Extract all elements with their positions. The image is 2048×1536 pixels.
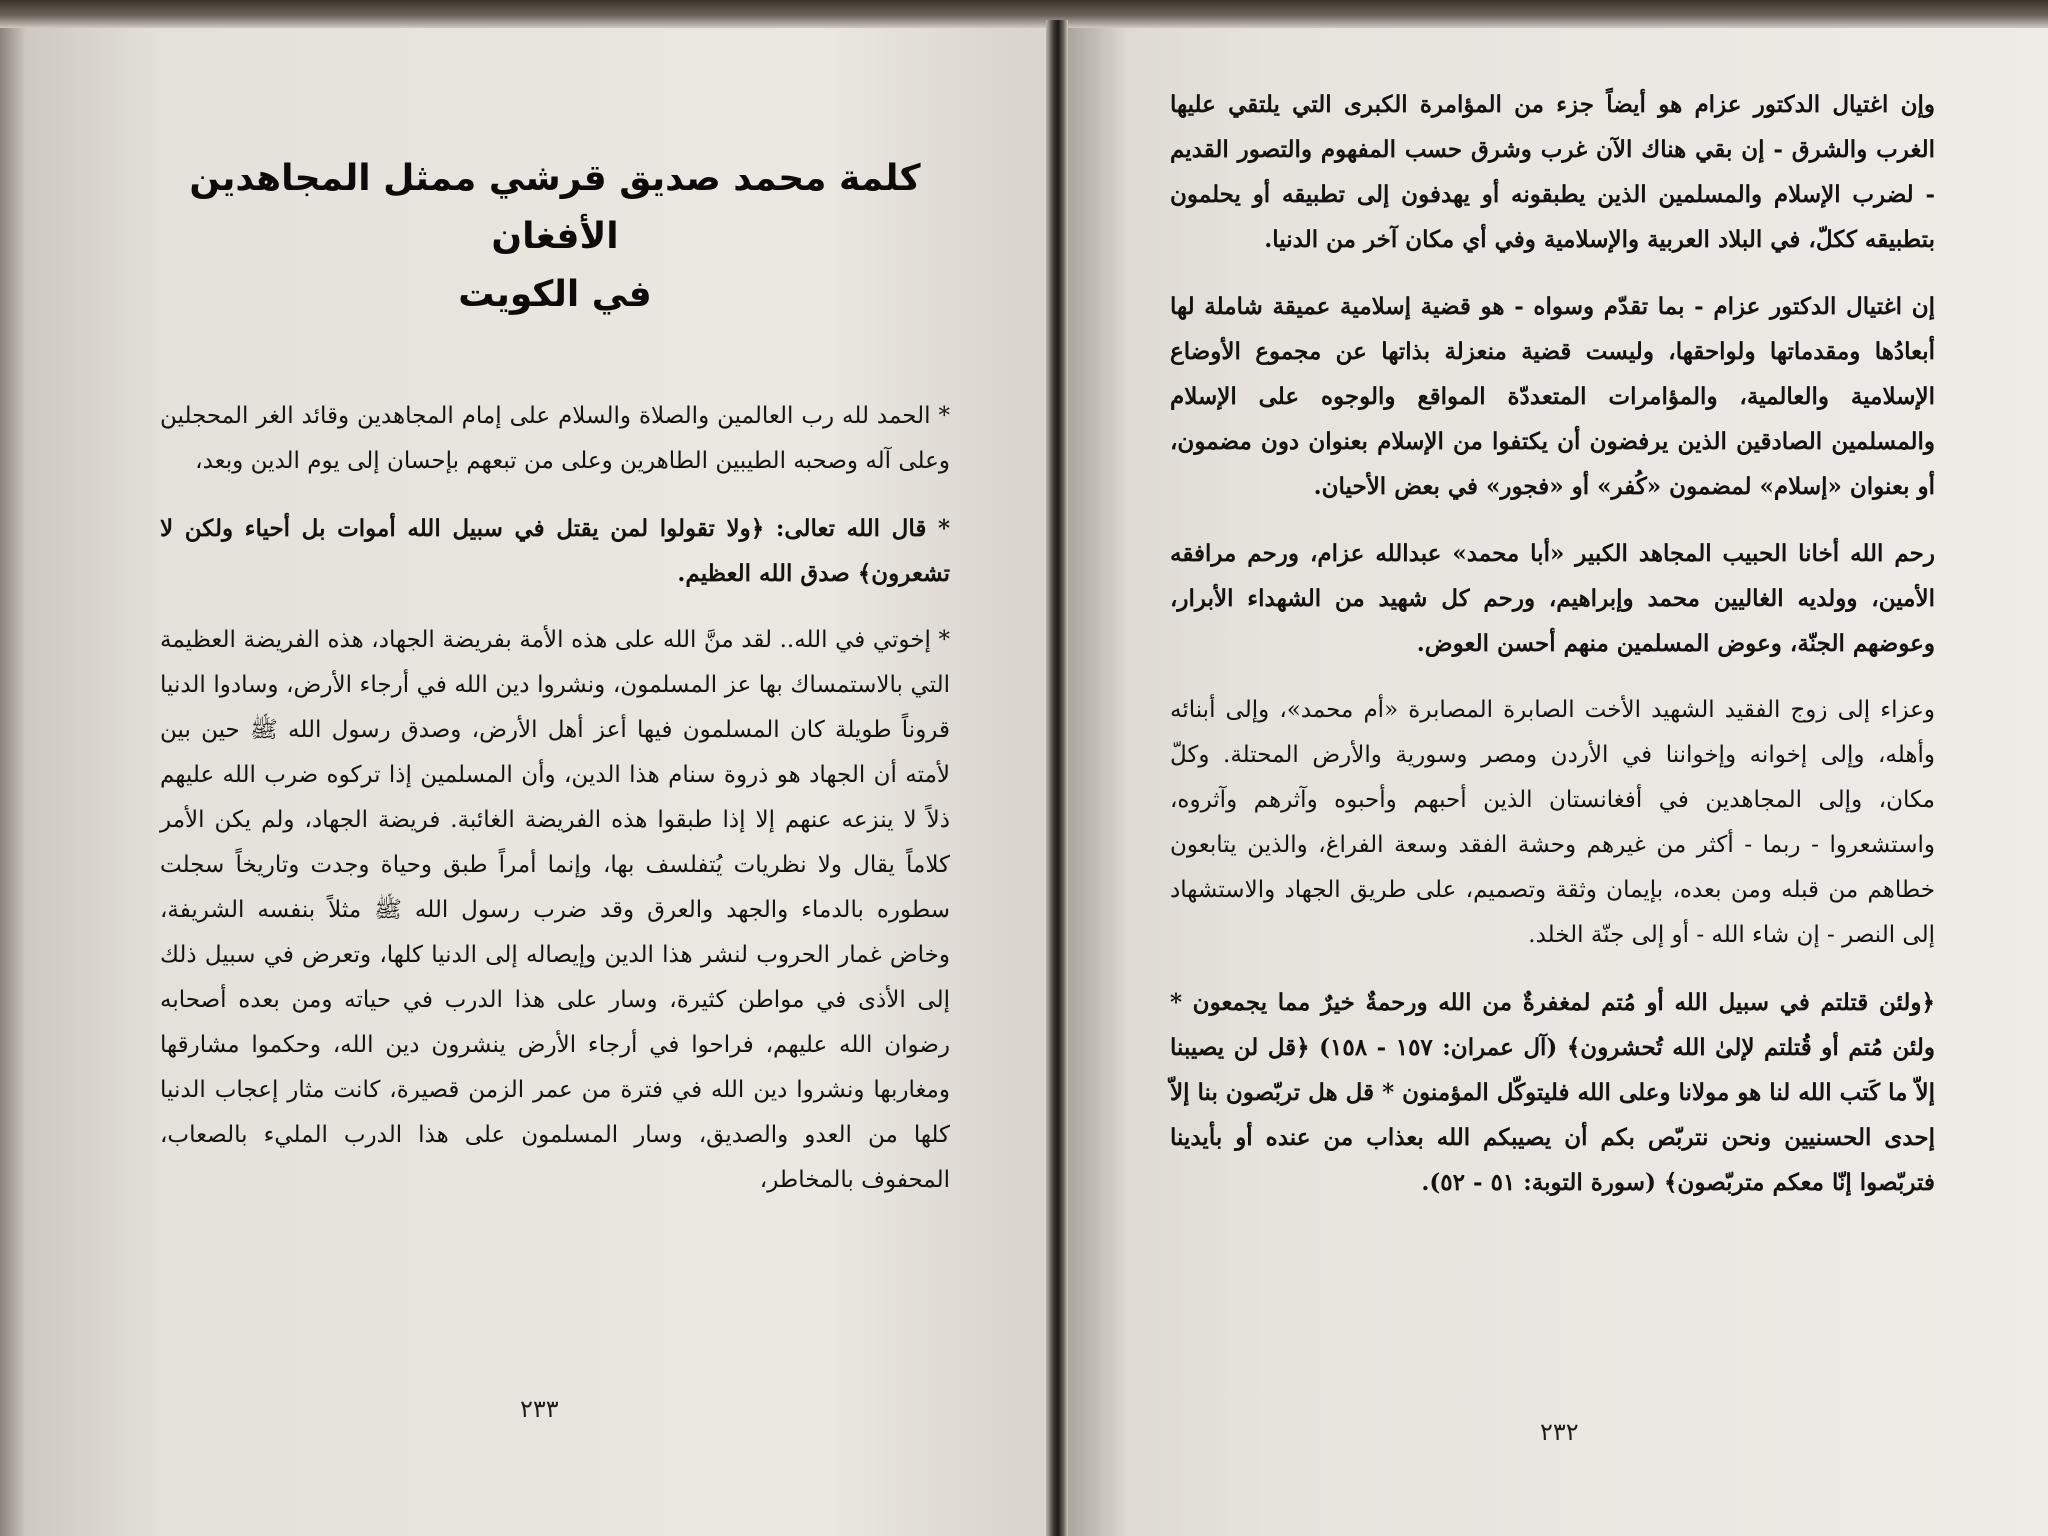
book-top-edge [0, 0, 2048, 28]
title-line-1: كلمة محمد صديق قرشي ممثل المجاهدين الأفغان [189, 158, 921, 257]
book-gutter [1046, 20, 1068, 1536]
right-paragraph-5: ﴿ولئن قتلتم في سبيل الله أو مُتم لمغفرةٌ من الله ورحمةٌ خيرٌ مما يجمعون * ولئن مُتم أو قُتلتم لإلىٰ الله تُحشرون﴾ (آل عمران: ١٥٧ - ١٥٨) ﴿قل لن يصيبنا إلاّ ما كَتب الله لنا هو مولانا وعلى الله فليتوكّل المؤمنون * قل هل تربّصون بنا إلاّ إحدى الحسنيين ونحن نتربّص بكم أن يصيبكم الله بعذاب من عنده أو بأيدينا فتربّصوا إنّا معكم متربّصون﴾ (سورة التوبة: ٥١ - ٥٢). [1170, 989, 1935, 1196]
right-page-number: ٢٣٢ [1540, 1418, 1579, 1446]
left-paragraph-3: * إخوتي في الله.. لقد منَّ الله على هذه الأمة بفريضة الجهاد، هذه الفريضة العظيمة التي بالاستمساك بها عز المسلمون، ونشروا دين الله في أرجاء الأرض، وسادوا الدنيا قروناً طويلة كان المسلمون فيها أعز أهل الأرض، وصدق رسول الله ﷺ حين بين لأمته أن الجهاد هو ذروة سنام هذا الدين، وأن المسلمين إذا تركوه ضرب الله عليهم ذلاً لا ينزعه عنهم إلا إذا طبقوا هذه الفريضة الغائبة. فريضة الجهاد، ولم يكن الأمر كلاماً يقال ولا نظريات يُتفلسف بها، وإنما أمراً طبق وحياة وجدت وتاريخاً سجلت سطوره بالدماء والجهد والعرق وقد ضرب رسول الله ﷺ مثلاً بنفسه الشريفة، وخاض غمار الحروب لنشر هذا الدين وإيصاله إلى الدنيا كلها، وتعرض في سبيل ذلك إلى الأذى في مواطن كثيرة، وسار على هذا الدرب في حياته ومن بعده أصحابه رضوان الله عليهم، فراحوا في أرجاء الأرض ينشرون دين الله، وحكموا مشارقها ومغاربها ونشروا دين الله في فترة من عمر الزمن قصيرة، كانت مثار إعجاب الدنيا كلها من العدو والصديق، وسار المسلمون على هذا الدرب المليء بالصعاب، المحفوف بالمخاطر، [160, 627, 950, 1193]
page-title [160, 150, 950, 324]
right-page [1170, 82, 1935, 1227]
right-paragraph-1: وإن اغتيال الدكتور عزام هو أيضاً جزء من المؤامرة الكبرى التي يلتقي عليها الغرب والشرق - إن بقي هناك الآن غرب وشرق حسب المفهوم والتصور القديم - لضرب الإسلام والمسلمين الذين يطبقونه أو يهدفون إلى تطبيقه أو يحلمون بتطبيقه ككلّ، في البلاد العربية والإسلامية وفي أي مكان آخر من الدنيا. [1170, 91, 1935, 253]
left-page [160, 150, 950, 1225]
left-page-number: ٢٣٣ [520, 1395, 559, 1423]
left-page-stack-edge [0, 28, 26, 1536]
right-paragraph-2: إن اغتيال الدكتور عزام - بما تقدّم وسواه - هو قضية إسلامية عميقة شاملة لها أبعادُها ومقدماتها ولواحقها، وليست قضية منعزلة بذاتها عن مجموع الأوضاع الإسلامية والعالمية، والمؤامرات المتعددّة المواقع والوجوه على الإسلام والمسلمين الصادقين الذين يرفضون أن يكتفوا من الإسلام بعنوان دون مضمون، أو بعنوان «إسلام» لمضمون «كُفر» أو «فجور» في بعض الأحيان. [1170, 293, 1935, 500]
right-paragraph-4: وعزاء إلى زوج الفقيد الشهيد الأخت الصابرة المصابرة «أم محمد»، وإلى أبنائه وأهله، وإلى إخوانه وإخواننا في الأردن ومصر وسورية والأرض المحتلة. وكلّ مكان، وإلى المجاهدين في أفغانستان الذين أحبهم وأحبوه وآثرهم وآثروه، واستشعروا - ربما - أكثر من غيرهم وحشة الفقد وسعة الفراغ، والذين يتابعون خطاهم من قبله ومن بعده، بإيمان وثقة وتصميم، على طريق الجهاد والاستشهاد إلى النصر - إن شاء الله - أو إلى جنّة الخلد. [1170, 697, 1935, 948]
left-paragraph-1: * الحمد لله رب العالمين والصلاة والسلام على إمام المجاهدين وقائد الغر المحجلين وعلى آله وصحبه الطيبين الطاهرين وعلى من تبعهم بإحسان إلى يوم الدين وبعد، [160, 403, 950, 474]
title-line-2: في الكويت [458, 274, 652, 315]
left-paragraph-2: * قال الله تعالى: ﴿ولا تقولوا لمن يقتل في سبيل الله أموات بل أحياء ولكن لا تشعرون﴾ صدق الله العظيم. [160, 515, 950, 587]
right-paragraph-3: رحم الله أخانا الحبيب المجاهد الكبير «أبا محمد» عبدالله عزام، ورحم مرافقه الأمين، وولديه الغاليين محمد وإبراهيم، ورحم كل شهيد من الشهداء الأبرار، وعوضهم الجنّة، وعوض المسلمين منهم أحسن العوض. [1170, 540, 1935, 657]
right-page-shadow [1068, 28, 1128, 1536]
